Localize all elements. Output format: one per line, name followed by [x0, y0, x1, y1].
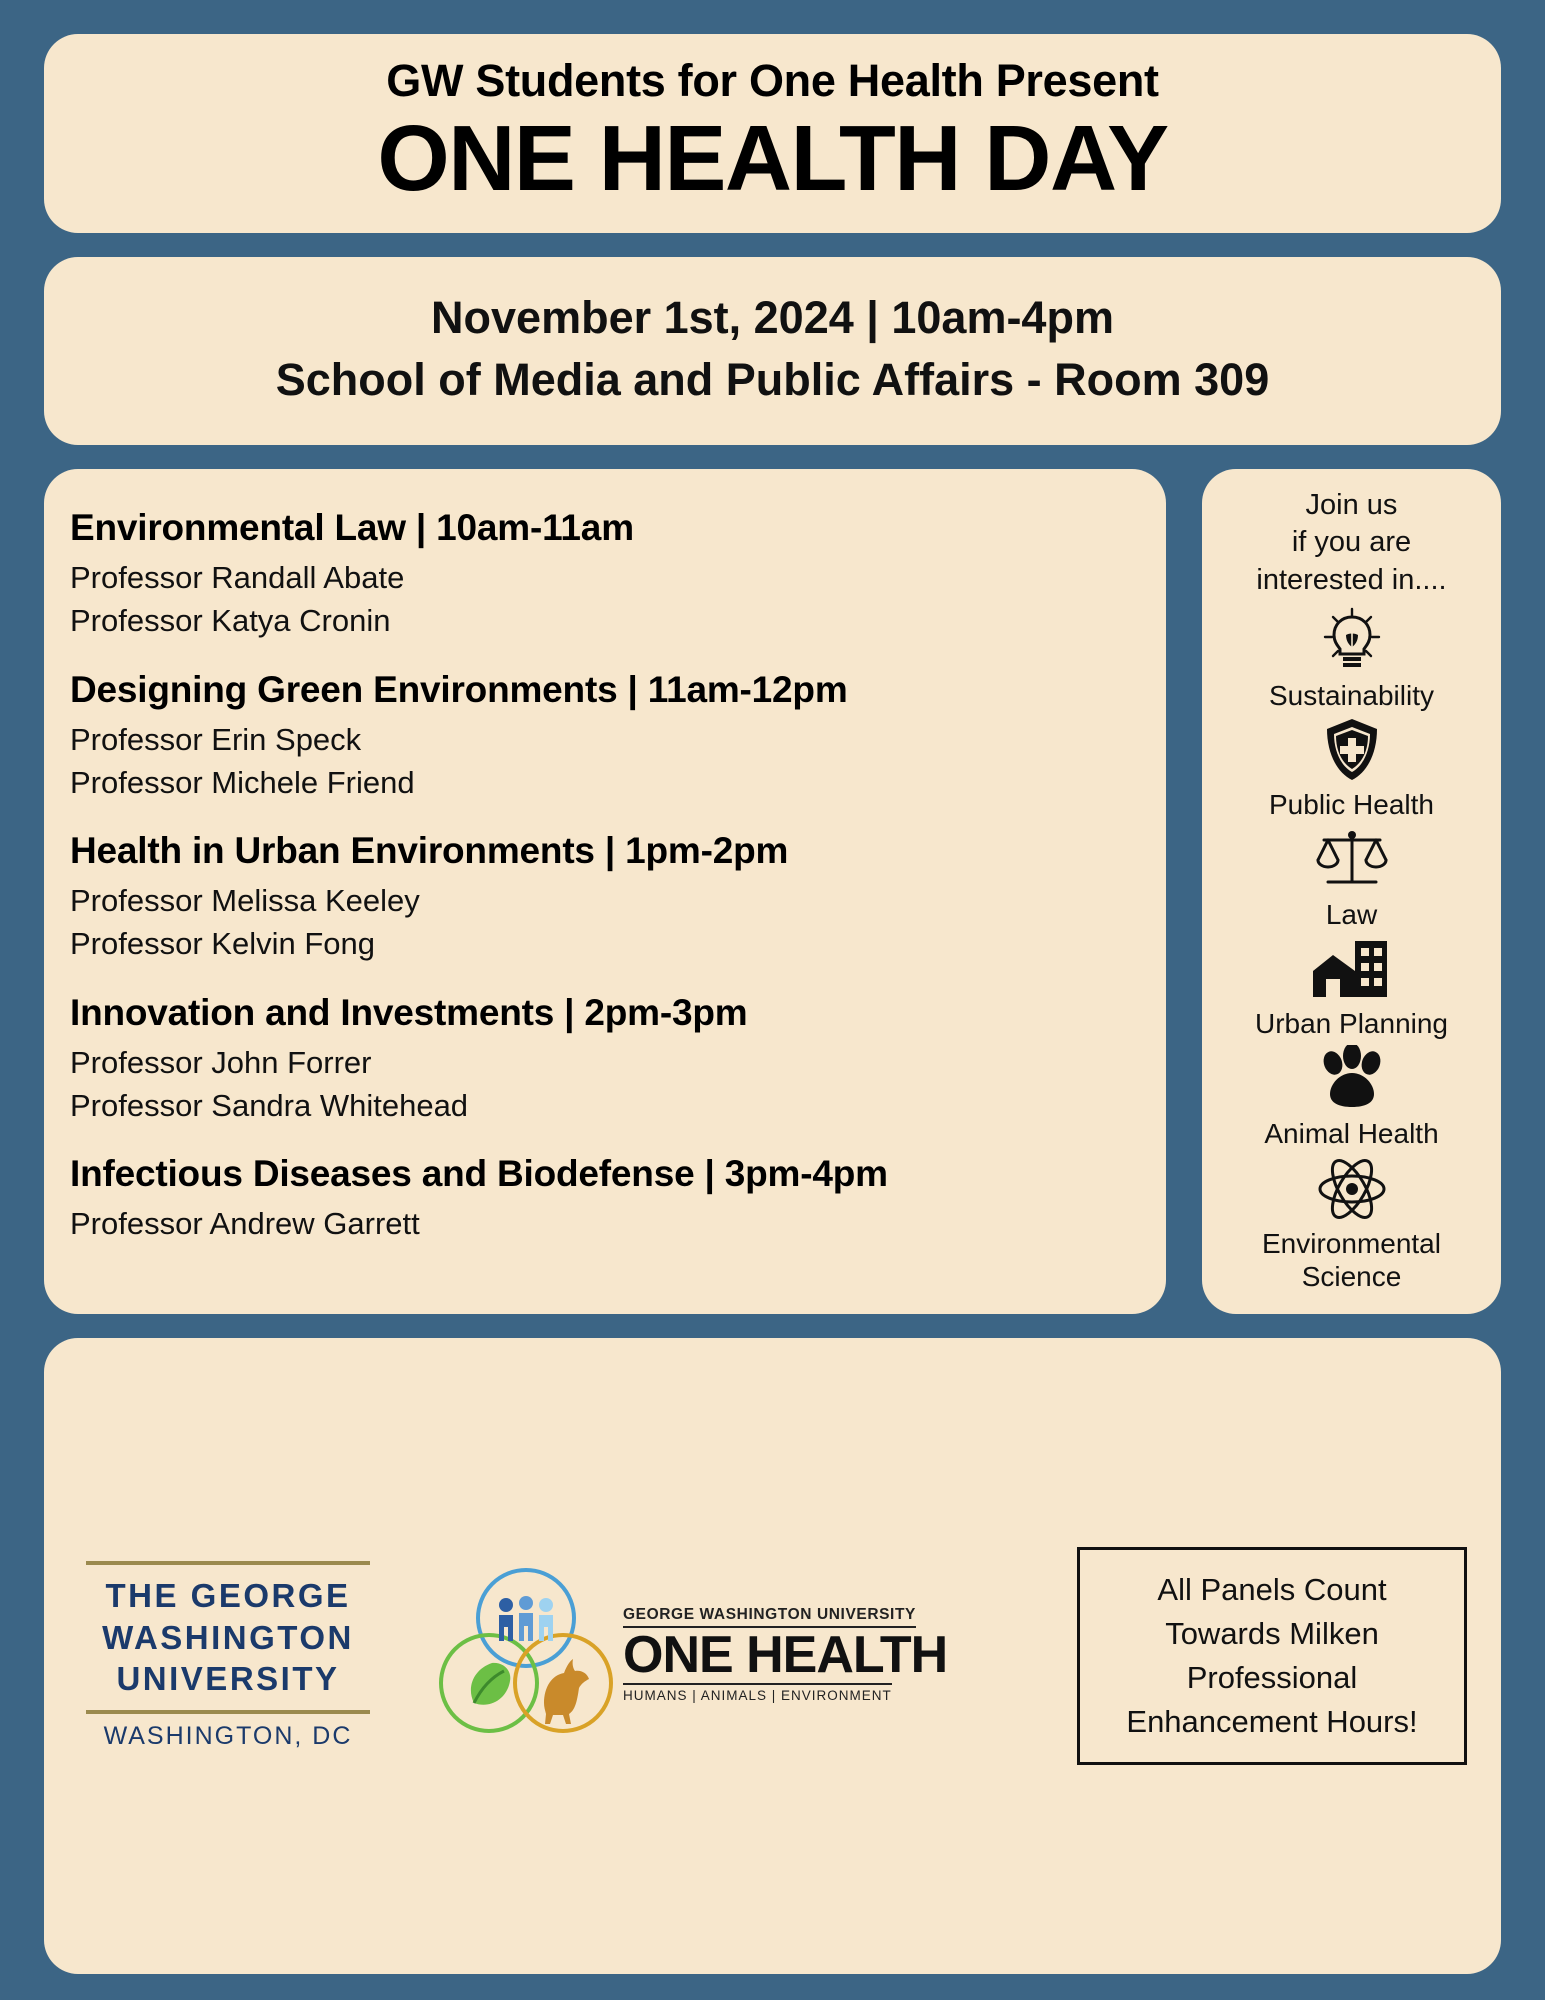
topic-item-environmental-science — [1212, 1153, 1491, 1294]
shield-cross-icon — [1212, 714, 1491, 786]
session-speaker: Professor Sandra Whitehead — [70, 1087, 469, 1123]
topic-item-urban-planning — [1212, 933, 1491, 1041]
event-location: School of Media and Public Affairs - Room 309 — [275, 354, 1270, 406]
session-item — [70, 669, 1166, 805]
paw-print-icon — [1212, 1043, 1491, 1115]
poster-footer — [44, 1338, 1501, 1974]
gw-logo-line-2: WASHINGTON — [102, 1618, 354, 1656]
session-speaker: Professor Michele Friend — [70, 764, 415, 800]
middle-section — [44, 469, 1501, 1313]
session-speaker: Professor Katya Cronin — [70, 603, 391, 639]
session-speaker: Professor Andrew Garrett — [70, 1206, 420, 1242]
session-title: Infectious Diseases and Biodefense | 3pm-4pm — [70, 1153, 888, 1195]
milken-note-line-2: Towards Milken — [1165, 1615, 1379, 1651]
event-details — [44, 257, 1501, 445]
session-item — [70, 1153, 1166, 1246]
session-speaker: Professor Randall Abate — [70, 560, 405, 596]
session-speaker: Professor John Forrer — [70, 1044, 372, 1080]
gw-university-logo — [78, 1561, 378, 1751]
milken-note-line-4: Enhancement Hours! — [1126, 1703, 1418, 1739]
session-title: Health in Urban Environments | 1pm-2pm — [70, 830, 789, 872]
topic-label: Urban Planning — [1254, 1008, 1449, 1040]
topic-item-animal-health — [1212, 1043, 1491, 1151]
poster-header — [44, 34, 1501, 233]
one-health-title: ONE HEALTH — [623, 1626, 948, 1685]
topic-item-public-health — [1212, 714, 1491, 822]
page-title: ONE HEALTH DAY — [377, 105, 1168, 210]
topic-item-sustainability — [1212, 605, 1491, 713]
sidebar-intro-line-3: interested in.... — [1256, 563, 1447, 596]
sidebar-intro-line-1: Join us — [1305, 489, 1398, 522]
lightbulb-leaf-icon — [1212, 605, 1491, 677]
one-health-logo — [434, 1563, 947, 1748]
gw-logo-city: WASHINGTON, DC — [103, 1721, 353, 1750]
gw-logo-line-1: THE GEORGE — [105, 1577, 351, 1615]
one-health-university: GEORGE WASHINGTON UNIVERSITY — [623, 1606, 916, 1624]
event-datetime: November 1st, 2024 | 10am-4pm — [431, 292, 1114, 344]
one-health-subtitle: HUMANS | ANIMALS | ENVIRONMENT — [623, 1683, 892, 1703]
session-speaker: Professor Kelvin Fong — [70, 926, 375, 962]
atom-icon — [1212, 1153, 1491, 1225]
one-health-mark-icon — [434, 1563, 619, 1748]
topic-label: Law — [1325, 898, 1378, 930]
topic-label: Animal Health — [1264, 1118, 1439, 1150]
one-health-wordmark — [623, 1606, 947, 1705]
milken-note-box — [1077, 1547, 1467, 1765]
gw-logo-rule-top — [86, 1561, 370, 1565]
session-title: Environmental Law | 10am-11am — [70, 507, 634, 549]
topic-label — [1212, 1227, 1491, 1294]
topic-item-law — [1212, 824, 1491, 932]
schedule-list — [44, 469, 1166, 1313]
header-pre-title: GW Students for One Health Present — [386, 55, 1159, 106]
sidebar-intro-line-2: if you are — [1291, 526, 1412, 559]
milken-note-line-3: Professional — [1186, 1659, 1358, 1695]
topic-label: Public Health — [1269, 789, 1434, 821]
gw-logo-line-3: UNIVERSITY — [116, 1660, 340, 1698]
session-title: Innovation and Investments | 2pm-3pm — [70, 991, 748, 1033]
buildings-icon — [1212, 933, 1491, 1005]
session-title: Designing Green Environments | 11am-12pm — [70, 668, 848, 710]
topic-label: Sustainability — [1269, 679, 1434, 711]
session-item — [70, 507, 1166, 643]
session-speaker: Professor Erin Speck — [70, 721, 362, 757]
topics-sidebar — [1202, 469, 1501, 1313]
topic-label-line-1: Environmental Science — [1262, 1227, 1441, 1293]
milken-note-line-1: All Panels Count — [1157, 1571, 1387, 1607]
session-item — [70, 992, 1166, 1128]
session-item — [70, 830, 1166, 966]
sidebar-intro — [1212, 487, 1491, 598]
scales-icon — [1212, 824, 1491, 896]
session-speaker: Professor Melissa Keeley — [70, 883, 420, 919]
